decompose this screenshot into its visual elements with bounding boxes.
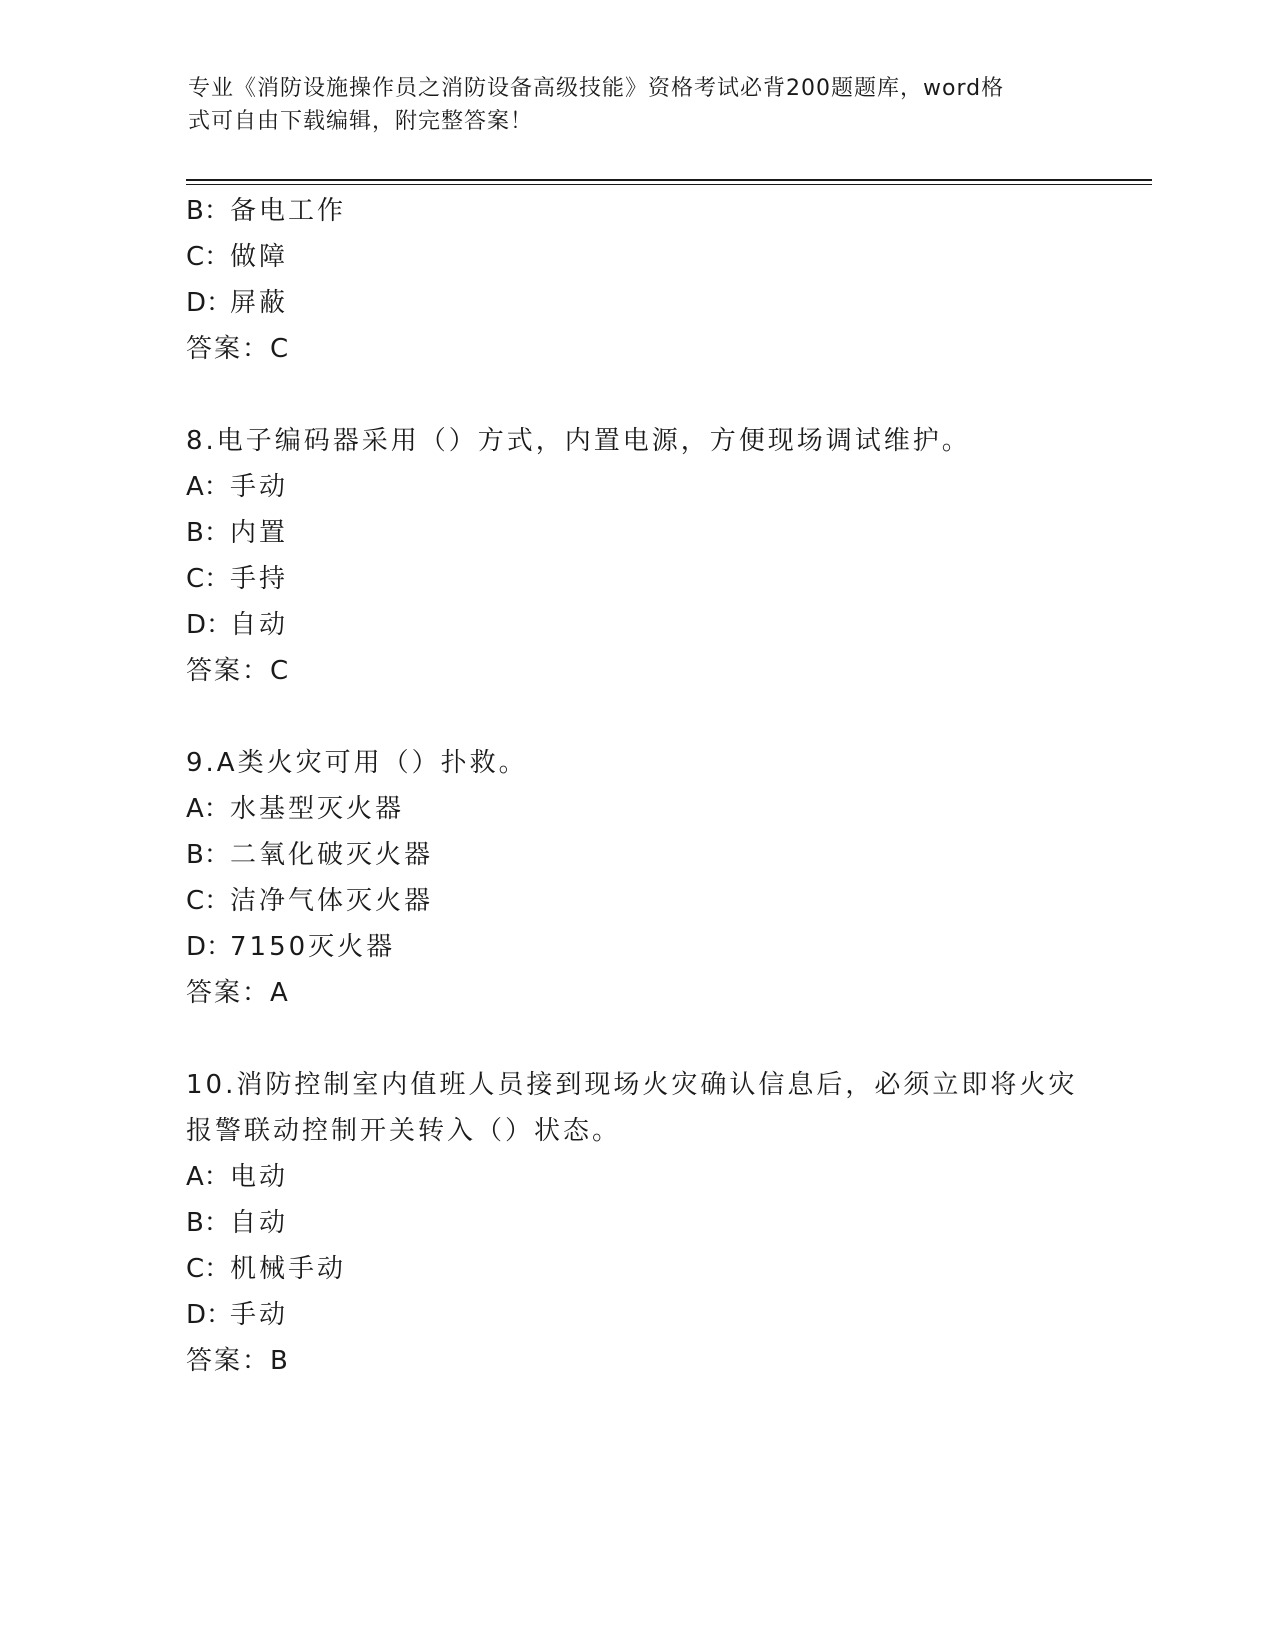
header-rule-thick [186,179,1152,181]
option-line [186,786,1086,832]
option-key: A： [186,794,230,824]
option-text: 手动 [230,1300,289,1330]
option-line [186,1292,1086,1338]
option-key: B： [186,518,230,548]
option-text: 手动 [230,472,289,502]
option-line [186,832,1086,878]
option-key: B： [186,1208,230,1238]
option-text: 自动 [230,1208,289,1238]
option-text: 7150灭火器 [230,932,396,962]
answer-line: 答案：C [186,656,291,686]
option-text: 电动 [230,1162,289,1192]
option-line [186,280,1086,326]
question-text: 8.电子编码器采用（）方式，内置电源，方便现场调试维护。 [186,426,971,456]
option-line [186,556,1086,602]
option-text: 备电工作 [230,196,347,226]
option-text: 二氧化破灭火器 [230,840,434,870]
header-line-2: 式可自由下载编辑，附完整答案！ [188,109,534,134]
answer-line: 答案：A [186,978,290,1008]
option-text: 自动 [230,610,289,640]
option-line [186,1200,1086,1246]
question-block-9 [186,740,1086,1016]
option-key: A： [186,1162,230,1192]
option-text: 屏蔽 [230,288,289,318]
option-line [186,924,1086,970]
option-line [186,188,1086,234]
answer-line: 答案：C [186,334,291,364]
option-key: B： [186,840,230,870]
option-line [186,510,1086,556]
option-text: 机械手动 [230,1254,347,1284]
option-line [186,878,1086,924]
option-key: A： [186,472,230,502]
option-text: 手持 [230,564,289,594]
option-key: C： [186,564,231,594]
question-list [186,188,1086,1430]
option-key: D： [186,610,233,640]
option-text: 水基型灭火器 [230,794,405,824]
option-key: C： [186,1254,231,1284]
header-rule-thin [186,184,1152,185]
question-block-8 [186,418,1086,694]
question-block-10 [186,1062,1086,1384]
option-line [186,234,1086,280]
document-header [188,72,1068,138]
question-text: 9.A类火灾可用（）扑救。 [186,748,528,778]
question-text: 报警联动控制开关转入（）状态。 [186,1116,622,1146]
option-text: 洁净气体灭火器 [230,886,434,916]
option-line [186,1154,1086,1200]
option-key: C： [186,242,231,272]
option-key: D： [186,288,233,318]
option-key: D： [186,932,233,962]
header-line-1: 专业《消防设施操作员之消防设备高级技能》资格考试必背200题题库，word格 [188,76,1005,101]
option-line [186,464,1086,510]
option-key: C： [186,886,231,916]
option-line [186,602,1086,648]
option-key: D： [186,1300,233,1330]
option-text: 做障 [230,242,289,272]
question-block-partial [186,188,1086,372]
option-key: B： [186,196,230,226]
answer-line: 答案：B [186,1346,290,1376]
question-text: 10.消防控制室内值班人员接到现场火灾确认信息后，必须立即将火灾 [186,1070,1078,1100]
option-line [186,1246,1086,1292]
option-text: 内置 [230,518,289,548]
